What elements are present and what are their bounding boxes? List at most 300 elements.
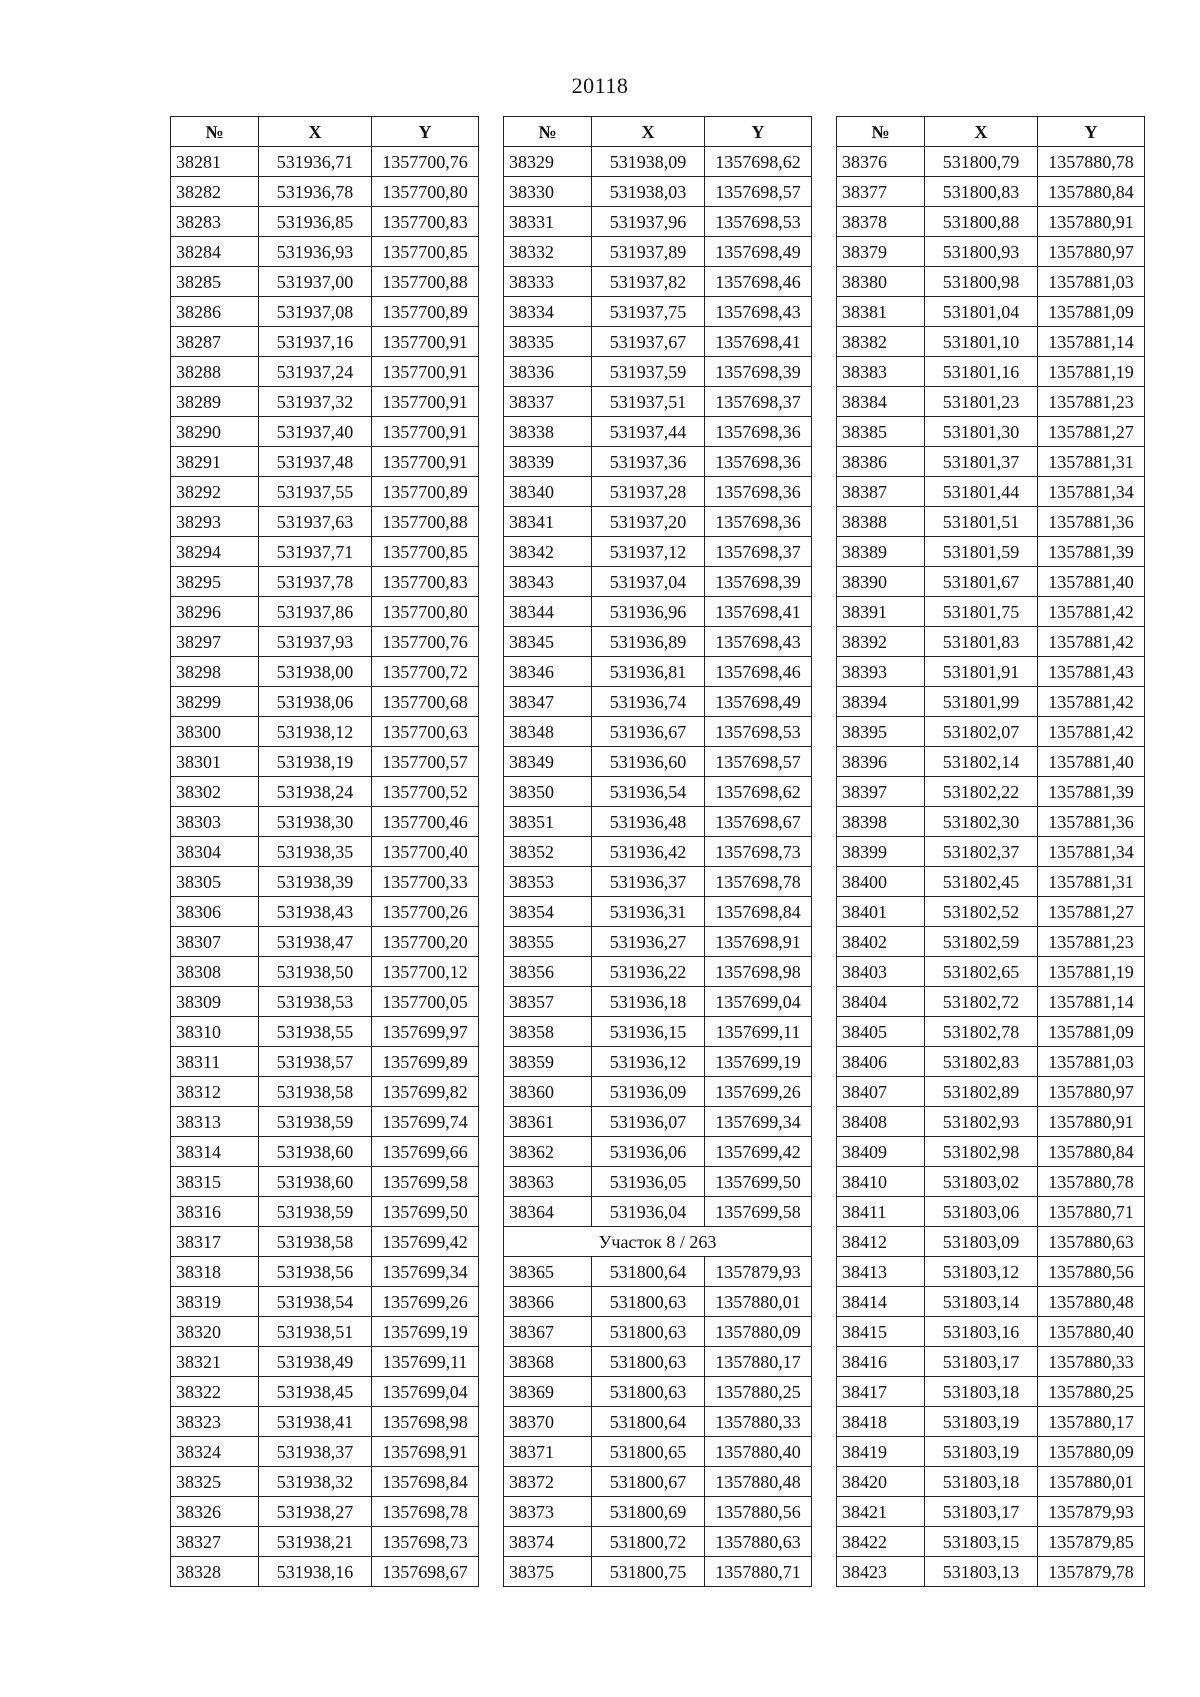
x-coordinate-cell: 531803,14 [925,1287,1038,1317]
x-coordinate-cell: 531803,12 [925,1257,1038,1287]
table-row [171,1557,479,1587]
point-number-cell: 38301 [171,747,259,777]
y-coordinate-cell: 1357880,56 [1038,1257,1145,1287]
point-number-cell: 38317 [171,1227,259,1257]
table-row [171,867,479,897]
point-number-cell: 38400 [837,867,925,897]
point-number-cell: 38310 [171,1017,259,1047]
table-row [171,1107,479,1137]
y-coordinate-cell: 1357880,91 [1038,1107,1145,1137]
x-coordinate-cell: 531936,22 [592,957,705,987]
header-number: № [171,117,259,147]
point-number-cell: 38379 [837,237,925,267]
point-number-cell: 38373 [504,1497,592,1527]
point-number-cell: 38394 [837,687,925,717]
table-row [504,177,812,207]
x-coordinate-cell: 531937,08 [259,297,372,327]
y-coordinate-cell: 1357698,67 [372,1557,479,1587]
y-coordinate-cell: 1357699,26 [705,1077,812,1107]
point-number-cell: 38340 [504,477,592,507]
x-coordinate-cell: 531801,67 [925,567,1038,597]
table-row [837,657,1145,687]
point-number-cell: 38316 [171,1197,259,1227]
table-row [837,507,1145,537]
x-coordinate-cell: 531802,98 [925,1137,1038,1167]
y-coordinate-cell: 1357881,40 [1038,747,1145,777]
table-row [837,1197,1145,1227]
x-coordinate-cell: 531938,12 [259,717,372,747]
x-coordinate-cell: 531800,63 [592,1317,705,1347]
x-coordinate-cell: 531936,15 [592,1017,705,1047]
y-coordinate-cell: 1357698,39 [705,357,812,387]
table-row [837,1257,1145,1287]
x-coordinate-cell: 531938,47 [259,927,372,957]
y-coordinate-cell: 1357699,11 [372,1347,479,1377]
x-coordinate-cell: 531803,17 [925,1497,1038,1527]
table-row [504,627,812,657]
table-row [837,627,1145,657]
x-coordinate-cell: 531937,20 [592,507,705,537]
x-coordinate-cell: 531938,30 [259,807,372,837]
point-number-cell: 38334 [504,297,592,327]
y-coordinate-cell: 1357698,73 [705,837,812,867]
x-coordinate-cell: 531938,50 [259,957,372,987]
table-header-row [837,117,1145,147]
x-coordinate-cell: 531936,54 [592,777,705,807]
table-row [504,1197,812,1227]
table-row [837,687,1145,717]
point-number-cell: 38289 [171,387,259,417]
point-number-cell: 38297 [171,627,259,657]
x-coordinate-cell: 531801,23 [925,387,1038,417]
x-coordinate-cell: 531802,14 [925,747,1038,777]
point-number-cell: 38393 [837,657,925,687]
y-coordinate-cell: 1357698,62 [705,777,812,807]
x-coordinate-cell: 531802,72 [925,987,1038,1017]
y-coordinate-cell: 1357700,46 [372,807,479,837]
y-coordinate-cell: 1357700,68 [372,687,479,717]
y-coordinate-cell: 1357698,36 [705,447,812,477]
point-number-cell: 38288 [171,357,259,387]
table-row [504,357,812,387]
table-row [504,387,812,417]
point-number-cell: 38357 [504,987,592,1017]
table-row [837,1497,1145,1527]
table-row [504,477,812,507]
y-coordinate-cell: 1357880,01 [705,1287,812,1317]
y-coordinate-cell: 1357700,88 [372,507,479,537]
y-coordinate-cell: 1357700,85 [372,237,479,267]
y-coordinate-cell: 1357698,62 [705,147,812,177]
table-row [171,327,479,357]
table-row [837,357,1145,387]
table-row [504,927,812,957]
point-number-cell: 38333 [504,267,592,297]
y-coordinate-cell: 1357880,97 [1038,1077,1145,1107]
point-number-cell: 38381 [837,297,925,327]
point-number-cell: 38306 [171,897,259,927]
table-row [171,957,479,987]
header-number: № [504,117,592,147]
y-coordinate-cell: 1357880,25 [705,1377,812,1407]
point-number-cell: 38329 [504,147,592,177]
x-coordinate-cell: 531938,57 [259,1047,372,1077]
x-coordinate-cell: 531936,04 [592,1197,705,1227]
table-row [837,837,1145,867]
y-coordinate-cell: 1357880,84 [1038,1137,1145,1167]
y-coordinate-cell: 1357700,91 [372,387,479,417]
point-number-cell: 38312 [171,1077,259,1107]
x-coordinate-cell: 531936,74 [592,687,705,717]
y-coordinate-cell: 1357698,46 [705,657,812,687]
point-number-cell: 38369 [504,1377,592,1407]
table-row [171,1077,479,1107]
point-number-cell: 38302 [171,777,259,807]
point-number-cell: 38418 [837,1407,925,1437]
x-coordinate-cell: 531938,58 [259,1227,372,1257]
y-coordinate-cell: 1357880,17 [705,1347,812,1377]
y-coordinate-cell: 1357699,26 [372,1287,479,1317]
table-row [837,1047,1145,1077]
point-number-cell: 38403 [837,957,925,987]
table-row [837,1527,1145,1557]
point-number-cell: 38404 [837,987,925,1017]
table-row [504,657,812,687]
x-coordinate-cell: 531937,48 [259,447,372,477]
table-row [171,267,479,297]
table-row [171,597,479,627]
x-coordinate-cell: 531937,63 [259,507,372,537]
x-coordinate-cell: 531803,09 [925,1227,1038,1257]
y-coordinate-cell: 1357881,03 [1038,1047,1145,1077]
point-number-cell: 38298 [171,657,259,687]
y-coordinate-cell: 1357879,85 [1038,1527,1145,1557]
x-coordinate-cell: 531936,48 [592,807,705,837]
y-coordinate-cell: 1357698,91 [705,927,812,957]
x-coordinate-cell: 531800,63 [592,1347,705,1377]
x-coordinate-cell: 531936,89 [592,627,705,657]
table-row [504,897,812,927]
x-coordinate-cell: 531802,07 [925,717,1038,747]
point-number-cell: 38287 [171,327,259,357]
x-coordinate-cell: 531800,63 [592,1377,705,1407]
table-row [171,687,479,717]
y-coordinate-cell: 1357700,12 [372,957,479,987]
table-row [171,897,479,927]
x-coordinate-cell: 531936,09 [592,1077,705,1107]
table-row [504,1437,812,1467]
y-coordinate-cell: 1357700,89 [372,297,479,327]
point-number-cell: 38350 [504,777,592,807]
x-coordinate-cell: 531936,85 [259,207,372,237]
y-coordinate-cell: 1357699,19 [705,1047,812,1077]
point-number-cell: 38308 [171,957,259,987]
point-number-cell: 38370 [504,1407,592,1437]
y-coordinate-cell: 1357700,88 [372,267,479,297]
point-number-cell: 38411 [837,1197,925,1227]
y-coordinate-cell: 1357700,83 [372,207,479,237]
table-row [171,477,479,507]
table-row [837,447,1145,477]
point-number-cell: 38387 [837,477,925,507]
y-coordinate-cell: 1357881,42 [1038,627,1145,657]
y-coordinate-cell: 1357699,89 [372,1047,479,1077]
point-number-cell: 38353 [504,867,592,897]
y-coordinate-cell: 1357880,63 [705,1527,812,1557]
table-row [171,207,479,237]
table-row [504,147,812,177]
y-coordinate-cell: 1357698,41 [705,597,812,627]
table-row [171,447,479,477]
y-coordinate-cell: 1357699,34 [372,1257,479,1287]
table-row [837,597,1145,627]
point-number-cell: 38356 [504,957,592,987]
y-coordinate-cell: 1357881,23 [1038,927,1145,957]
table-row [171,1197,479,1227]
x-coordinate-cell: 531802,93 [925,1107,1038,1137]
x-coordinate-cell: 531803,02 [925,1167,1038,1197]
point-number-cell: 38363 [504,1167,592,1197]
point-number-cell: 38372 [504,1467,592,1497]
x-coordinate-cell: 531803,18 [925,1467,1038,1497]
section-label: Участок 8 / 263 [504,1227,812,1257]
point-number-cell: 38374 [504,1527,592,1557]
x-coordinate-cell: 531937,28 [592,477,705,507]
table-row [504,1287,812,1317]
header-x: X [259,117,372,147]
y-coordinate-cell: 1357698,73 [372,1527,479,1557]
point-number-cell: 38335 [504,327,592,357]
table-row [171,1257,479,1287]
y-coordinate-cell: 1357700,91 [372,447,479,477]
y-coordinate-cell: 1357880,63 [1038,1227,1145,1257]
x-coordinate-cell: 531800,75 [592,1557,705,1587]
table-row [837,1347,1145,1377]
x-coordinate-cell: 531938,35 [259,837,372,867]
point-number-cell: 38320 [171,1317,259,1347]
table-row [171,1287,479,1317]
y-coordinate-cell: 1357880,48 [705,1467,812,1497]
y-coordinate-cell: 1357881,19 [1038,957,1145,987]
point-number-cell: 38292 [171,477,259,507]
y-coordinate-cell: 1357879,93 [1038,1497,1145,1527]
y-coordinate-cell: 1357881,40 [1038,567,1145,597]
point-number-cell: 38354 [504,897,592,927]
point-number-cell: 38352 [504,837,592,867]
table-row [171,657,479,687]
point-number-cell: 38327 [171,1527,259,1557]
point-number-cell: 38290 [171,417,259,447]
x-coordinate-cell: 531803,13 [925,1557,1038,1587]
x-coordinate-cell: 531937,96 [592,207,705,237]
y-coordinate-cell: 1357699,42 [372,1227,479,1257]
point-number-cell: 38323 [171,1407,259,1437]
x-coordinate-cell: 531937,59 [592,357,705,387]
x-coordinate-cell: 531936,12 [592,1047,705,1077]
table-row [837,1227,1145,1257]
x-coordinate-cell: 531938,51 [259,1317,372,1347]
point-number-cell: 38385 [837,417,925,447]
x-coordinate-cell: 531802,89 [925,1077,1038,1107]
point-number-cell: 38324 [171,1437,259,1467]
table-row [171,507,479,537]
table-row [837,267,1145,297]
y-coordinate-cell: 1357881,36 [1038,507,1145,537]
point-number-cell: 38321 [171,1347,259,1377]
table-row [837,747,1145,777]
point-number-cell: 38305 [171,867,259,897]
y-coordinate-cell: 1357880,01 [1038,1467,1145,1497]
table-row [504,1557,812,1587]
table-row [171,1167,479,1197]
x-coordinate-cell: 531800,64 [592,1257,705,1287]
y-coordinate-cell: 1357698,57 [705,747,812,777]
x-coordinate-cell: 531800,72 [592,1527,705,1557]
x-coordinate-cell: 531936,67 [592,717,705,747]
y-coordinate-cell: 1357699,82 [372,1077,479,1107]
point-number-cell: 38313 [171,1107,259,1137]
header-x: X [925,117,1038,147]
x-coordinate-cell: 531937,67 [592,327,705,357]
point-number-cell: 38351 [504,807,592,837]
y-coordinate-cell: 1357881,23 [1038,387,1145,417]
x-coordinate-cell: 531803,16 [925,1317,1038,1347]
x-coordinate-cell: 531937,12 [592,537,705,567]
y-coordinate-cell: 1357698,84 [705,897,812,927]
x-coordinate-cell: 531937,78 [259,567,372,597]
point-number-cell: 38414 [837,1287,925,1317]
table-row [504,1137,812,1167]
point-number-cell: 38371 [504,1437,592,1467]
point-number-cell: 38380 [837,267,925,297]
x-coordinate-cell: 531938,58 [259,1077,372,1107]
table-row [504,1017,812,1047]
y-coordinate-cell: 1357698,49 [705,237,812,267]
point-number-cell: 38341 [504,507,592,537]
x-coordinate-cell: 531800,83 [925,177,1038,207]
table-row [837,1557,1145,1587]
point-number-cell: 38328 [171,1557,259,1587]
x-coordinate-cell: 531938,59 [259,1107,372,1137]
table-row [504,807,812,837]
header-x: X [592,117,705,147]
x-coordinate-cell: 531936,05 [592,1167,705,1197]
table-row [171,1317,479,1347]
x-coordinate-cell: 531936,93 [259,237,372,267]
table-row [171,1377,479,1407]
point-number-cell: 38402 [837,927,925,957]
table-row [504,327,812,357]
x-coordinate-cell: 531800,79 [925,147,1038,177]
table-row [504,717,812,747]
point-number-cell: 38366 [504,1287,592,1317]
y-coordinate-cell: 1357700,91 [372,417,479,447]
table-body [837,147,1145,1587]
point-number-cell: 38347 [504,687,592,717]
point-number-cell: 38349 [504,747,592,777]
x-coordinate-cell: 531937,00 [259,267,372,297]
y-coordinate-cell: 1357880,33 [1038,1347,1145,1377]
x-coordinate-cell: 531937,93 [259,627,372,657]
point-number-cell: 38368 [504,1347,592,1377]
x-coordinate-cell: 531937,86 [259,597,372,627]
y-coordinate-cell: 1357698,41 [705,327,812,357]
table-header-row [171,117,479,147]
y-coordinate-cell: 1357880,09 [705,1317,812,1347]
table-row [504,267,812,297]
point-number-cell: 38408 [837,1107,925,1137]
x-coordinate-cell: 531800,69 [592,1497,705,1527]
table-row [504,1467,812,1497]
header-y: Y [372,117,479,147]
point-number-cell: 38299 [171,687,259,717]
x-coordinate-cell: 531937,82 [592,267,705,297]
y-coordinate-cell: 1357699,04 [372,1377,479,1407]
x-coordinate-cell: 531937,55 [259,477,372,507]
table-row [837,1167,1145,1197]
x-coordinate-cell: 531938,19 [259,747,372,777]
point-number-cell: 38303 [171,807,259,837]
x-coordinate-cell: 531936,31 [592,897,705,927]
table-row [171,387,479,417]
table-row [504,837,812,867]
x-coordinate-cell: 531936,60 [592,747,705,777]
x-coordinate-cell: 531802,83 [925,1047,1038,1077]
point-number-cell: 38286 [171,297,259,327]
y-coordinate-cell: 1357698,78 [705,867,812,897]
point-number-cell: 38422 [837,1527,925,1557]
y-coordinate-cell: 1357700,80 [372,177,479,207]
y-coordinate-cell: 1357880,71 [1038,1197,1145,1227]
x-coordinate-cell: 531938,49 [259,1347,372,1377]
y-coordinate-cell: 1357700,72 [372,657,479,687]
x-coordinate-cell: 531803,06 [925,1197,1038,1227]
point-number-cell: 38386 [837,447,925,477]
y-coordinate-cell: 1357880,17 [1038,1407,1145,1437]
table-row [504,1047,812,1077]
x-coordinate-cell: 531938,21 [259,1527,372,1557]
point-number-cell: 38296 [171,597,259,627]
y-coordinate-cell: 1357698,46 [705,267,812,297]
coordinates-table-2 [503,116,812,1587]
point-number-cell: 38389 [837,537,925,567]
y-coordinate-cell: 1357881,19 [1038,357,1145,387]
y-coordinate-cell: 1357698,43 [705,627,812,657]
x-coordinate-cell: 531938,41 [259,1407,372,1437]
point-number-cell: 38397 [837,777,925,807]
point-number-cell: 38406 [837,1047,925,1077]
x-coordinate-cell: 531938,56 [259,1257,372,1287]
x-coordinate-cell: 531937,40 [259,417,372,447]
point-number-cell: 38284 [171,237,259,267]
y-coordinate-cell: 1357880,78 [1038,147,1145,177]
point-number-cell: 38378 [837,207,925,237]
y-coordinate-cell: 1357881,39 [1038,777,1145,807]
table-row [171,357,479,387]
y-coordinate-cell: 1357880,48 [1038,1287,1145,1317]
table-row [837,1317,1145,1347]
table-row [171,1497,479,1527]
x-coordinate-cell: 531800,98 [925,267,1038,297]
table-body [171,147,479,1587]
point-number-cell: 38415 [837,1317,925,1347]
point-number-cell: 38307 [171,927,259,957]
point-number-cell: 38346 [504,657,592,687]
y-coordinate-cell: 1357881,09 [1038,297,1145,327]
point-number-cell: 38314 [171,1137,259,1167]
x-coordinate-cell: 531802,59 [925,927,1038,957]
y-coordinate-cell: 1357700,76 [372,147,479,177]
